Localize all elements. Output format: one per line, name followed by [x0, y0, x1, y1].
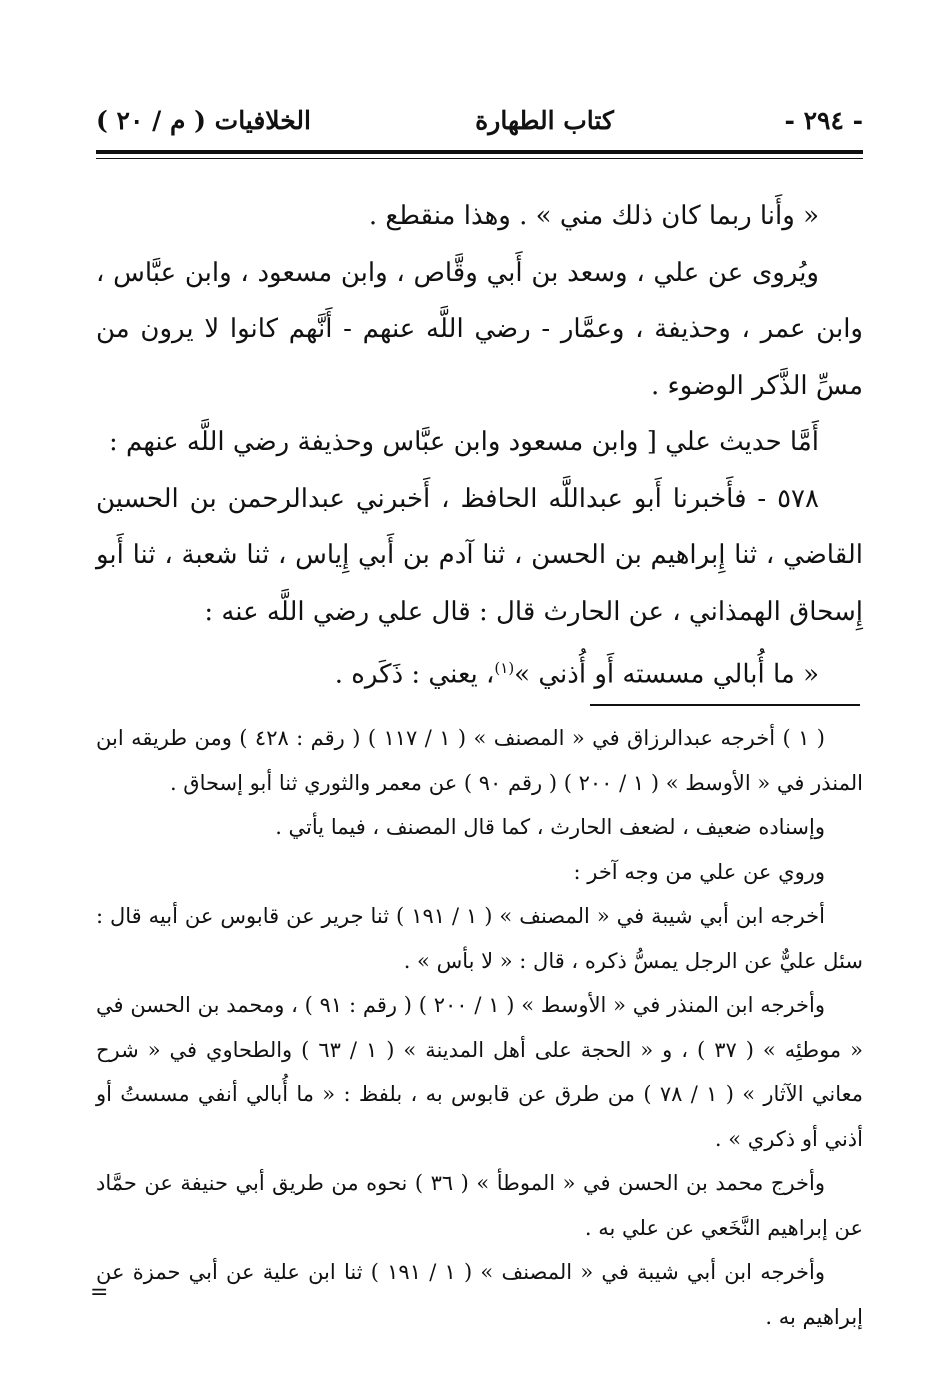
volume-reference: الخلافيات ( م / ٢٠ ) [96, 105, 311, 135]
hadith-quote [96, 640, 863, 703]
page-number: - ٢٩٤ - [784, 105, 863, 135]
page-header [96, 100, 863, 140]
footnotes [96, 716, 863, 1339]
hadith-578: ٥٧٨ - فأَخبرنا أَبو عبداللَّه الحافظ ، أَخبرني عبدالرحمن بن الحسين القاضي ، ثنا إِبراهيم بن الحسن ، ثنا آدم بن أَبي إِياس ، ثنا شعبة ، ثنا أَبو إِسحاق الهمذاني ، عن الحارث قال : قال علي رضي اللَّه عنه : [96, 483, 863, 627]
footnote-1: ( ١ ) أخرجه عبدالرزاق في « المصنف » ( ١ / ١١٧ ) ( رقم : ٤٢٨ ) ومن طريقه ابن المنذر في « الأوسط » ( ١ / ٢٠٠ ) ( رقم ٩٠ ) عن معمر والثوري ثنا أبو إسحاق . [96, 726, 863, 795]
main-text [96, 188, 863, 703]
main-paragraph-2: ويُروى عن علي ، وسعد بن أَبي وقَّاص ، وابن مسعود ، وابن عبَّاس ، وابن عمر ، وحذيفة ، وعمَّار - رضي اللَّه عنهم - أَنَّهم كانوا لا يرون من مسِّ الذَّكر الوضوء . [96, 257, 863, 401]
footnote-reference: (١) [494, 659, 515, 677]
continuation-mark: = [90, 1280, 109, 1305]
main-paragraph-3: أَمَّا حديث علي [ وابن مسعود وابن عبَّاس وحذيفة رضي اللَّه عنهم : [109, 427, 819, 457]
book-title: كتاب الطهارة [475, 105, 614, 135]
footnote-1-isnad: وإسناده ضعيف ، لضعف الحارث ، كما قال المصنف ، فيما يأتي . [275, 815, 825, 839]
header-rule-thin [96, 158, 863, 159]
main-paragraph-1: « وأَنا ربما كان ذلك مني » . وهذا منقطع . [368, 201, 819, 231]
footnote-1-ibn-ulayyah: وأخرجه ابن أبي شيبة في « المصنف » ( ١ / ١٩١ ) ثنا ابن علية عن أبي حمزة عن إبراهيم به . [96, 1260, 863, 1329]
footnote-separator [590, 704, 860, 706]
footnote-1-other-way: وروي عن علي من وجه آخر : [573, 859, 825, 884]
footnote-1-ibn-abi-shaybah: أخرجه ابن أبي شيبة في « المصنف » ( ١ / ١٩١ ) ثنا جرير عن قابوس عن أبيه قال : سئل عليٌّ عن الرجل يمسُّ ذكره ، قال : « لا بأس » . [96, 904, 863, 973]
hadith-quote-end: ، يعني : ذَكَره . [334, 659, 495, 690]
footnote-1-muhammad-bin-al-hasan: وأخرج محمد بن الحسن في « الموطأ » ( ٣٦ ) نحوه من طريق أبي حنيفة عن حمَّاد عن إبراهيم النَّخَعي عن علي به . [96, 1171, 863, 1240]
footnote-1-ibn-al-mundhir: وأخرجه ابن المنذر في « الأوسط » ( ١ / ٢٠٠ ) ( رقم : ٩١ ) ، ومحمد بن الحسن في « موطئِه » ( ٣٧ ) ، و « الحجة على أهل المدينة » ( ١ / ٦٣ ) والطحاوي في « شرح معاني الآثار » ( ١ / ٧٨ ) من طرق عن قابوس به ، بلفظ : « ما أُبالي أنفي مسستُ أو أذني أو ذكري » . [96, 993, 863, 1151]
header-rule-thick [96, 150, 863, 154]
hadith-quote-text: « ما أُبالي مسسته أَو أُذني » [514, 659, 819, 690]
